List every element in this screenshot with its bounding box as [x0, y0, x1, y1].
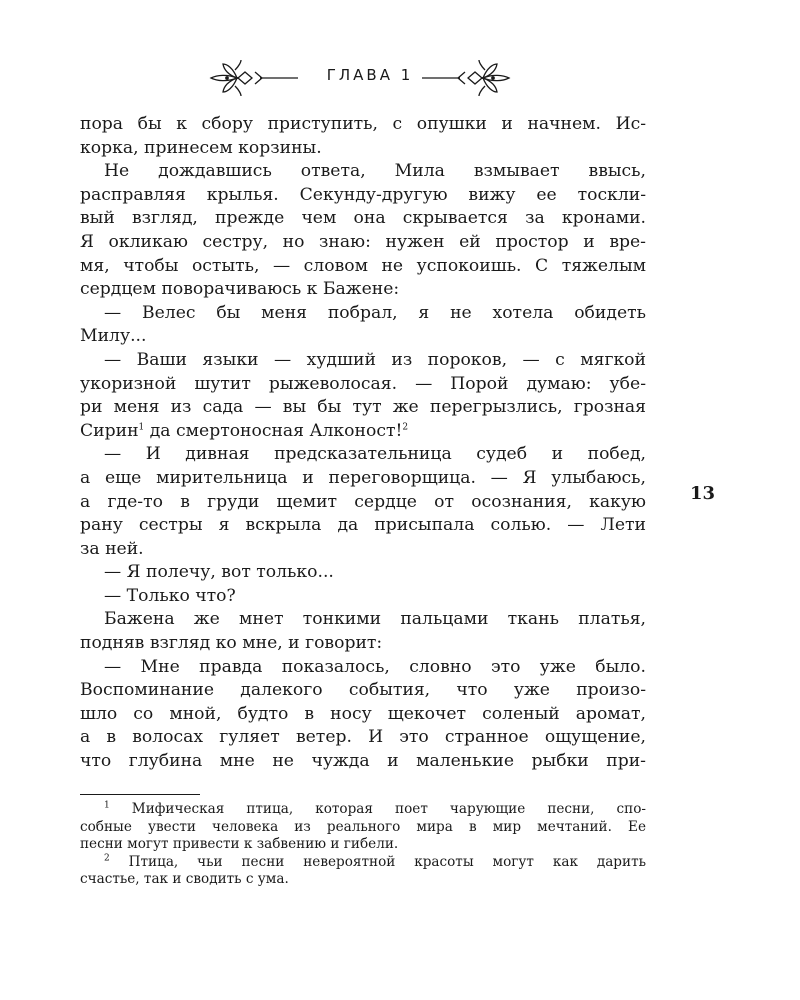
- text-line: — Велес бы меня побрал, я не хотела обидеть: [104, 302, 646, 323]
- text-line: Милу...: [80, 326, 147, 347]
- floral-ornament-right-icon: [420, 58, 515, 98]
- text-line: — Ваши языки — худший из пороков, — с мягкой: [104, 349, 646, 370]
- text-line: сердцем поворачиваюсь к Бажене:: [80, 279, 400, 300]
- footnotes: [80, 801, 646, 889]
- text-line: мя, чтобы остыть, — словом не успокоишь. С тяжелым: [80, 255, 646, 276]
- footnote-1-line: [80, 801, 646, 819]
- text-line: ри меня из сада — вы бы тут же перегрызлись, грозная: [80, 397, 646, 418]
- text-line: подняв взгляд ко мне, и говорит:: [80, 633, 383, 654]
- chapter-header: [0, 58, 800, 98]
- text-line: — Мне правда показалось, словно это уже было.: [104, 656, 646, 677]
- page-number: 13: [690, 483, 716, 504]
- text-line: а еще мирительница и переговорщица. — Я улыбаюсь,: [80, 467, 646, 488]
- text-line: что глубина мне не чужда и маленькие рыбки при-: [80, 751, 646, 772]
- footnote-line: счастье, так и сводить с ума.: [80, 871, 289, 888]
- text-line: за ней.: [80, 538, 144, 559]
- text-line: рану сестры я вскрыла да присыпала солью. — Лети: [80, 515, 646, 536]
- text-line: шло со мной, будто в носу щекочет соленый аромат,: [80, 703, 646, 724]
- text-line: Воспоминание далекого события, что уже произо-: [80, 680, 646, 701]
- footnote-line: собные увести человека из реального мира в мир мечтаний. Ее: [80, 818, 646, 835]
- text-line: вый взгляд, прежде чем она скрывается за кронами.: [80, 208, 646, 229]
- text-fragment: да смертоносная Алконост!: [144, 420, 403, 441]
- body-text: [80, 113, 646, 774]
- floral-ornament-left-icon: [205, 58, 300, 98]
- text-line: укоризной шутит рыжеволосая. — Порой думаю: убе-: [80, 373, 646, 394]
- text-line: — И дивная предсказательница судеб и побед,: [104, 444, 646, 465]
- footnote-text: Мифическая птица, которая поет чарующие песни, спо-: [131, 801, 646, 817]
- footnote-ref-2[interactable]: 2: [402, 421, 409, 432]
- footnote-mark-1: 1: [104, 800, 110, 811]
- text-line: — Только что?: [104, 585, 236, 606]
- text-line: расправляя крылья. Секунду-другую вижу ее тоскли-: [80, 184, 646, 205]
- text-fragment: Сирин: [80, 420, 139, 441]
- text-line: а в волосах гуляет ветер. И это странное ощущение,: [80, 727, 646, 748]
- text-line: пора бы к сбору приступить, с опушки и начнем. Ис-: [80, 114, 646, 134]
- footnote-mark-2: 2: [104, 853, 110, 864]
- text-line: а где-то в груди щемит сердце от осознания, какую: [80, 491, 646, 512]
- footnote-text: Птица, чьи песни невероятной красоты могут как дарить: [128, 853, 646, 870]
- chapter-title: ГЛАВА 1: [326, 66, 414, 84]
- text-line: — Я полечу, вот только...: [104, 562, 334, 583]
- text-line: Я окликаю сестру, но знаю: нужен ей простор и вре-: [80, 231, 646, 252]
- text-line-with-footnote-marks: [80, 420, 646, 444]
- footnote-divider: [80, 794, 200, 795]
- text-line: корка, принесем корзины.: [80, 137, 322, 158]
- text-line: Бажена же мнет тонкими пальцами ткань платья,: [104, 609, 646, 630]
- footnote-line: песни могут привести к забвению и гибели.: [80, 836, 399, 853]
- footnote-2-line: [80, 854, 646, 872]
- text-line: Не дождавшись ответа, Мила взмывает ввысь,: [104, 161, 646, 182]
- footnote-ref-1[interactable]: 1: [138, 421, 145, 432]
